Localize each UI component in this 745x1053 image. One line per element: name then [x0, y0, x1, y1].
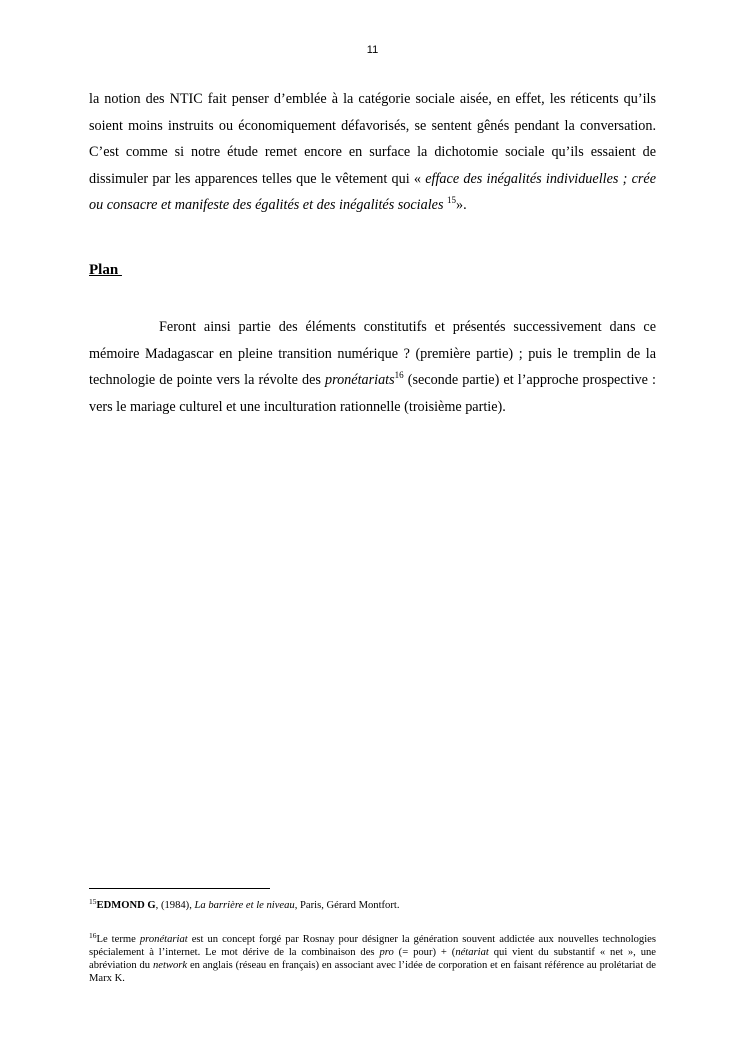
- paragraph-text-a: Feront ainsi partie des éléments constitutifs et présentés successivement dans ce mémoire Madagascar en pleine transition numérique ? (première partie) ; puis le tremplin de la technologie de pointe vers la révolte des: [89, 319, 656, 388]
- quote-close: ».: [456, 197, 467, 213]
- body-paragraph-2: [89, 314, 656, 420]
- footnote-number: 16: [89, 931, 97, 940]
- paragraph-text: la notion des NTIC fait penser d’emblée à la catégorie sociale aisée, en effet, les réticents qu’ils soient moins instruits ou économiquement défavorisés, se sentent gênés pendant la conversation. C’est comme si notre étude remet encore en surface la dichotomie sociale qu’ils essaient de dissimuler par les apparences telles que le vêtement qui «: [89, 91, 656, 187]
- footnote-author: EDMOND G: [96, 900, 156, 911]
- footnote-rest: , Paris, Gérard Montfort.: [294, 900, 400, 911]
- footnote-italic: pro: [379, 947, 394, 958]
- footnote-ref-15[interactable]: 15: [447, 195, 457, 205]
- footnote-ref-16[interactable]: 16: [394, 370, 404, 380]
- page-number: 11: [366, 44, 379, 56]
- paragraph-text-b: (seconde partie) et l’approche prospective : vers le mariage culturel et une inculturation rationnelle (troisième partie).: [89, 372, 656, 415]
- footnote-text: Le terme: [96, 934, 140, 945]
- footnote-italic: network: [152, 960, 188, 971]
- footnote-15: [89, 899, 656, 912]
- footnote-year: , (1984),: [155, 900, 195, 911]
- body-paragraph-1: [89, 86, 656, 219]
- footnote-16: [89, 933, 656, 985]
- italic-term: pronétariats: [325, 372, 395, 388]
- footnote-italic: nétariat: [455, 947, 489, 958]
- footnote-text: (= pour) + (: [393, 947, 456, 958]
- footnote-text: qui vient du substantif « net », une abréviation du: [89, 947, 657, 971]
- footnote-text: en anglais (réseau en français) en associant avec l’idée de corporation et en faisant référence au prolétariat de Marx K.: [89, 960, 656, 984]
- footnote-text: est un concept forgé par Rosnay pour désigner la génération souvent addictée aux nouvelles technologies spécialement à l’internet. Le mot dérive de la combinaison des: [89, 934, 657, 958]
- footnote-title: La barrière et le niveau: [194, 900, 295, 911]
- footnote-italic: pronétariat: [139, 934, 188, 945]
- section-heading-plan: Plan: [89, 262, 122, 278]
- footnote-separator: [89, 888, 270, 889]
- quotation: efface des inégalités individuelles ; crée ou consacre et manifeste des égalités et des inégalités sociales: [89, 170, 657, 213]
- footnote-number: 15: [89, 897, 97, 906]
